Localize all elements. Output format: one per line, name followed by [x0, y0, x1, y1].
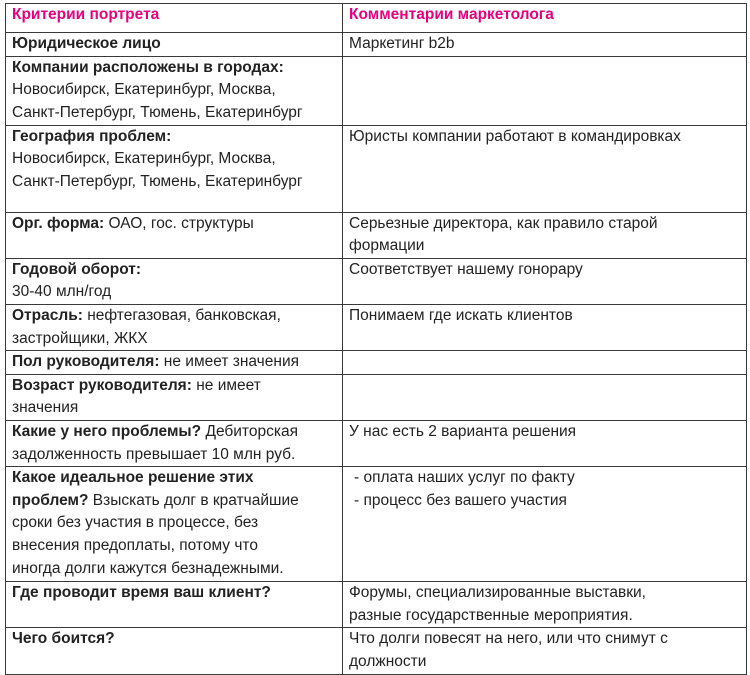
comment-line: Форумы, специализированные выставки,: [349, 584, 646, 602]
criterion-title: Какое идеальное решение этих: [12, 469, 254, 487]
table-row: [6, 420, 747, 466]
criterion-inline: не имеет значения: [159, 353, 299, 371]
comment-cell: [343, 351, 747, 375]
comment-line: разные государственные мероприятия.: [349, 606, 633, 624]
criterion-title: Чего боится?: [12, 630, 115, 648]
criterion-text: сроки без участия в процессе, без: [12, 514, 259, 532]
comment-cell: [343, 628, 747, 674]
customer-portrait-table: [5, 3, 747, 675]
header-criteria-label: Критерии портрета: [12, 6, 160, 23]
criterion-inline: не имеет: [191, 376, 261, 394]
comment-cell: [343, 374, 747, 420]
criterion-title: Компании расположены в городах:: [12, 58, 284, 76]
criterion-cell: [6, 351, 343, 375]
criterion-title: География проблем:: [12, 127, 172, 145]
criterion-text: Новосибирск, Екатеринбург, Москва,: [12, 81, 276, 99]
comment-cell: [343, 56, 747, 125]
table-row: [6, 33, 747, 57]
comment-cell: [343, 420, 747, 466]
header-criteria: [6, 4, 343, 33]
criterion-cell: [6, 304, 343, 350]
criterion-text: иногда долги кажутся безнадежными.: [12, 559, 284, 577]
comment-cell: [343, 258, 747, 304]
criterion-title: Где проводит время ваш клиент?: [12, 584, 271, 602]
criterion-cell: [6, 374, 343, 420]
criterion-title: Какие у него проблемы?: [12, 422, 202, 440]
criterion-inline: нефтегазовая, банковская,: [82, 306, 281, 324]
table-row: [6, 582, 747, 628]
comment-cell: [343, 125, 747, 212]
table-row: [6, 374, 747, 420]
criterion-title: Возраст руководителя:: [12, 376, 192, 394]
criterion-inline: Дебиторская: [201, 422, 298, 440]
criterion-text: значения: [12, 399, 79, 417]
criterion-cell: [6, 628, 343, 674]
table-row: [6, 125, 747, 212]
comment-line: Понимаем где искать клиентов: [349, 306, 573, 324]
comment-line: формации: [349, 237, 425, 255]
comment-line: Что долги повесят на него, или что снимут с: [349, 630, 668, 648]
table-row: [6, 467, 747, 582]
table-row: [6, 628, 747, 674]
criterion-cell: [6, 258, 343, 304]
criterion-inline: Взыскать долг в кратчайшие: [88, 491, 299, 509]
criterion-text: Новосибирск, Екатеринбург, Москва,: [12, 150, 276, 168]
criterion-cell: [6, 420, 343, 466]
criterion-cell: [6, 582, 343, 628]
criterion-text: Санкт-Петербург, Тюмень, Екатеринбург: [12, 172, 303, 190]
table-row: [6, 258, 747, 304]
criterion-text: застройщики, ЖКХ: [12, 329, 148, 347]
criterion-text: задолженность превышает 10 млн руб.: [12, 445, 296, 463]
header-comments-label: Комментарии маркетолога: [349, 6, 554, 23]
table-row: [6, 212, 747, 258]
comment-bullet: - оплата наших услуг по факту: [354, 469, 575, 487]
criterion-title: Годовой оборот:: [12, 260, 142, 278]
criterion-title: Пол руководителя:: [12, 353, 160, 371]
comment-cell: [343, 33, 747, 57]
table-row: [6, 351, 747, 375]
criterion-cell: [6, 467, 343, 582]
comment-line: должности: [349, 652, 427, 670]
table-row: [6, 304, 747, 350]
comment-line: Юристы компании работают в командировках: [349, 127, 681, 145]
comment-cell: [343, 212, 747, 258]
criterion-text: Санкт-Петербург, Тюмень, Екатеринбург: [12, 103, 303, 121]
comment-line: У нас есть 2 варианта решения: [349, 422, 577, 440]
comment-line: Маркетинг b2b: [349, 35, 455, 52]
header-comments: [343, 4, 747, 33]
table-header-row: [6, 4, 747, 33]
criterion-title: Отрасль:: [12, 306, 83, 324]
criterion-cell: [6, 33, 343, 57]
comment-cell: [343, 467, 747, 582]
criterion-title: Орг. форма:: [12, 214, 105, 232]
comment-bullet: - процесс без вашего участия: [354, 491, 567, 509]
comment-cell: [343, 304, 747, 350]
criterion-cell: [6, 125, 343, 212]
comment-line: Серьезные директора, как правило старой: [349, 214, 658, 232]
table-row: [6, 56, 747, 125]
criterion-inline: ОАО, гос. структуры: [104, 214, 254, 232]
comment-line: Соответствует нашему гонорару: [349, 260, 583, 278]
criterion-title: Юридическое лицо: [12, 35, 161, 52]
criterion-title: проблем?: [12, 491, 89, 509]
criterion-text: внесения предоплаты, потому что: [12, 536, 258, 554]
comment-cell: [343, 582, 747, 628]
criterion-cell: [6, 212, 343, 258]
criterion-text: 30-40 млн/год: [12, 283, 112, 301]
criterion-cell: [6, 56, 343, 125]
